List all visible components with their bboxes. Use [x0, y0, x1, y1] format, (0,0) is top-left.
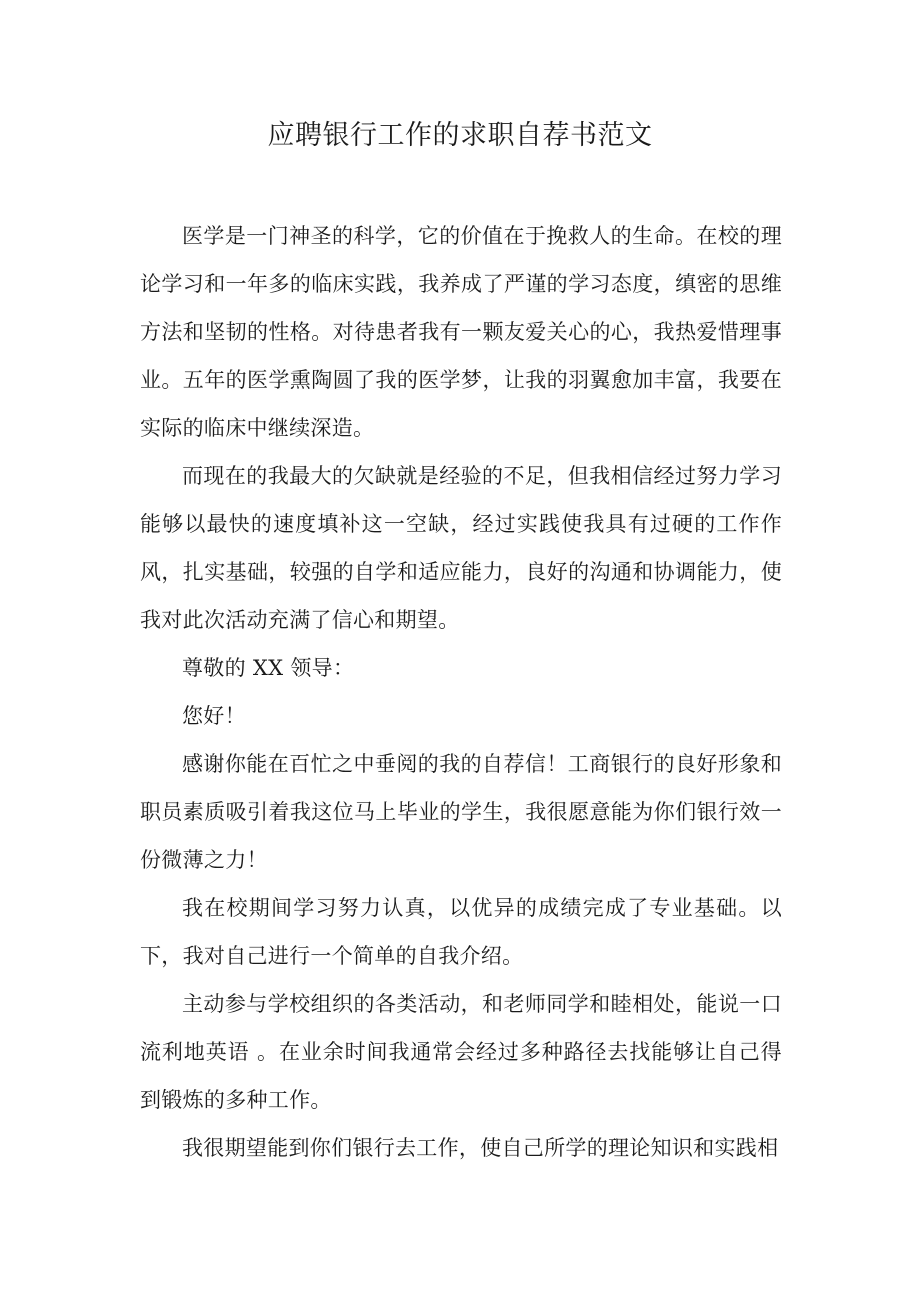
paragraph-activities: 主动参与学校组织的各类活动，和老师同学和睦相处，能说一口流利地英语 。在业余时间我通常会经过多种路径去找能够让自己得到锻炼的多种工作。 [140, 992, 782, 1112]
document-body [140, 212, 782, 1172]
paragraph-experience: 而现在的我最大的欠缺就是经验的不足，但我相信经过努力学习能够以最快的速度填补这一空缺，经过实践使我具有过硬的工作作风，扎实基础，较强的自学和适应能力，良好的沟通和协调能力，使我对此次活动充满了信心和期望。 [140, 464, 782, 632]
paragraph-intro: 医学是一门神圣的科学，它的价值在于挽救人的生命。在校的理论学习和一年多的临床实践，我养成了严谨的学习态度，缜密的思维方法和坚韧的性格。对待患者我有一颗友爱关心的心，我热爱惜理事业。五年的医学熏陶圆了我的医学梦，让我的羽翼愈加丰富，我要在实际的临床中继续深造。 [140, 224, 782, 440]
salutation: 尊敬的 XX 领导： [182, 656, 355, 680]
greeting: 您好！ [182, 704, 246, 728]
paragraph-thanks: 感谢你能在百忙之中垂阅的我的自荐信！工商银行的良好形象和职员素质吸引着我这位马上毕业的学生，我很愿意能为你们银行效一份微薄之力！ [140, 752, 782, 872]
paragraph-hope: 我很期望能到你们银行去工作，使自己所学的理论知识和实践相 [182, 1136, 779, 1160]
document-title: 应聘银行工作的求职自荐书范文 [267, 120, 653, 151]
paragraph-study: 我在校期间学习努力认真，以优异的成绩完成了专业基础。以下，我对自己进行一个简单的自我介绍。 [140, 896, 782, 968]
